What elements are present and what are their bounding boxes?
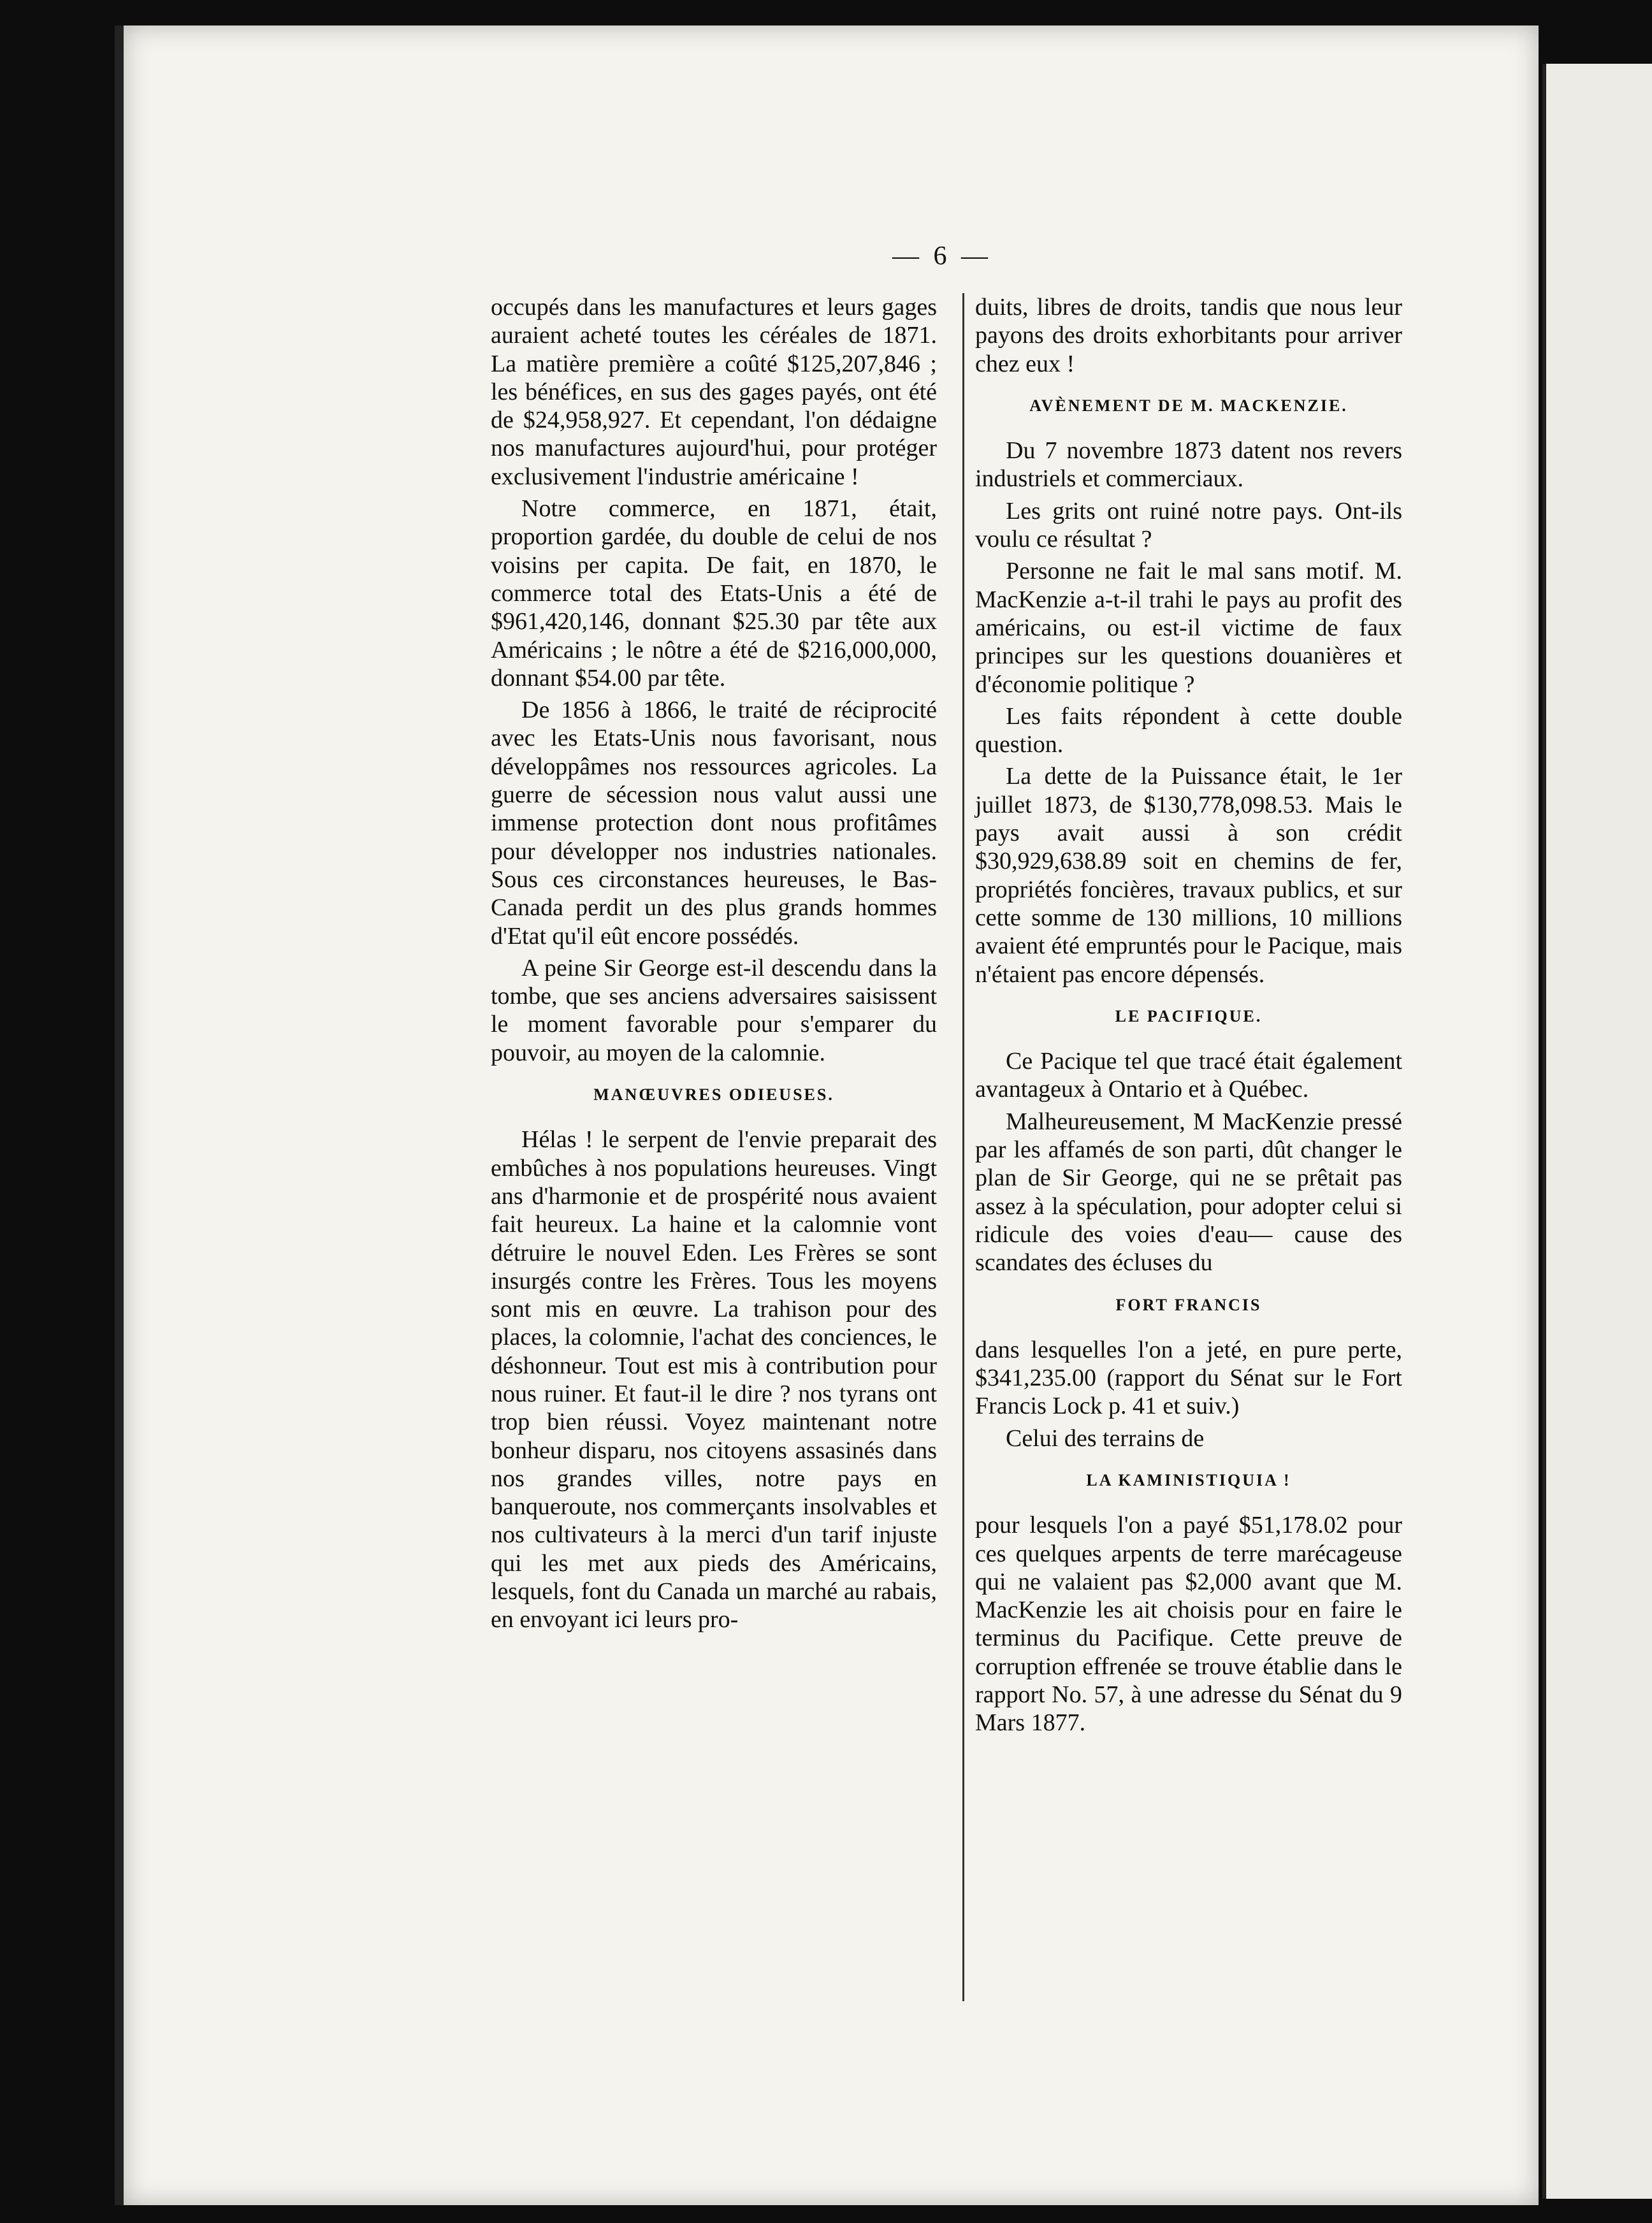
paragraph: dans lesquelles l'on a jeté, en pure perte, $341,235.00 (rapport du Sénat sur le Fort Francis Lock p. 41 et suiv.) (975, 1336, 1402, 1420)
section-heading: FORT FRANCIS (1115, 1295, 1262, 1314)
paragraph: duits, libres de droits, tandis que nous leur payons des droits exhorbitants pour arriver chez eux ! (975, 294, 1402, 377)
page-number: — 6 — (892, 242, 992, 271)
paragraph: pour lesquels l'on a payé $51,178.02 pour ces quelques arpents de terre marécageuse qui ne valaient pas $2,000 avant que M. MacKenzie les ait choisis pour en faire le terminus du Pacifique. Cette preuve de corruption effrenée se trouve établie dans le rapport No. 57, à une adresse du Sénat du 9 Mars 1877. (975, 1512, 1402, 1737)
paragraph: Notre commerce, en 1871, était, proportion gardée, du double de celui de nos voisins per capita. De fait, en 1870, le commerce total des Etats-Unis a été de $961,420,146, donnant $25.30 par tête aux Américains ; le nôtre a été de $216,000,000, donnant $54.00 par tête. (491, 495, 937, 692)
paragraph: Du 7 novembre 1873 datent nos revers industriels et commerciaux. (975, 437, 1402, 493)
paragraph: Les faits répondent à cette double question. (975, 702, 1402, 758)
paragraph: Personne ne fait le mal sans motif. M. MacKenzie a-t-il trahi le pays au profit des américains, ou est-il victime de faux principes sur les questions douanières et d'économie politique ? (975, 558, 1402, 698)
paragraph: De 1856 à 1866, le traité de réciprocité avec les Etats-Unis nous favorisant, nous développâmes nos ressources agricoles. La guerre de sécession nous valut aussi une immense protection dont nous profitâmes pour développer nos industries nationales. Sous ces circonstances heureuses, le Bas-Canada perdit un des plus grands hommes d'Etat qu'il eût encore possédés. (491, 697, 937, 950)
paragraph: A peine Sir George est-il descendu dans la tombe, que ses anciens adversaires saisissent le moment favorable pour s'emparer du pouvoir, au moyen de la calomnie. (491, 954, 937, 1066)
paragraph: Malheureusement, M MacKenzie pressé par les affamés de son parti, dût changer le plan de Sir George, qui ne se prêtait pas assez à la spéculation, pour adopter celui si ridicule des voies d'eau— cause des scandates des écluses du (975, 1108, 1402, 1277)
paragraph: La dette de la Puissance était, le 1er juillet 1873, de $130,778,098.53. Mais le pays avait aussi à son crédit $30,929,638.89 soit en chemins de fer, propriétés foncières, travaux publics, et sur cette somme de 130 millions, 10 millions avaient été empruntés pour le Pacique, mais n'étaient pas encore dépensés. (975, 763, 1402, 988)
paragraph: Les grits ont ruiné notre pays. Ont-ils voulu ce résultat ? (975, 497, 1402, 553)
column-divider (962, 293, 964, 2001)
section-heading: MANŒUVRES ODIEUSES. (593, 1085, 834, 1104)
section-heading: LA KAMINISTIQUIA ! (1086, 1470, 1291, 1489)
paragraph: Hélas ! le serpent de l'envie preparait des embûches à nos populations heureuses. Vingt ans d'harmonie et de prospérité nous avaient fait heureux. La haine et la calomnie vont détruire le nouvel Eden. Les Frères se sont insurgés contre les Frères. Tous les moyens sont mis en œuvre. La trahison pour des places, la colomnie, l'achat des conciences, le déshonneur. Tout est mis à contribution pour nous ruiner. Et faut-il le dire ? nos tyrans ont trop bien réussi. Voyez maintenant notre bonheur disparu, nos citoyens assasinés dans nos grandes villes, notre pays en banqueroute, nos commerçants insolvables et nos cultivateurs à la merci d'un tarif injuste qui les met aux pieds des Américains, lesquels, font du Canada un marché au rabais, en envoyant ici leurs pro- (491, 1126, 937, 1633)
section-heading: LE PACIFIQUE. (1115, 1006, 1263, 1025)
paragraph: Celui des terrains de (1006, 1424, 1205, 1452)
section-heading: AVÈNEMENT DE M. MACKENZIE. (1029, 396, 1348, 415)
adjacent-page-edge (1542, 64, 1652, 2199)
right-column (975, 293, 1402, 1741)
left-column (491, 293, 937, 1638)
paragraph: occupés dans les manufactures et leurs gages auraient acheté toutes les céréales de 1871. La matière première a coûté $125,207,846 ; les bénéfices, en sus des gages payés, ont été de $24,958,927. Et cependant, l'on dédaigne nos manufactures aujourd'hui, pour protéger exclusivement l'industrie américaine ! (491, 294, 937, 490)
paragraph: Ce Pacique tel que tracé était également avantageux à Ontario et à Québec. (975, 1048, 1402, 1103)
